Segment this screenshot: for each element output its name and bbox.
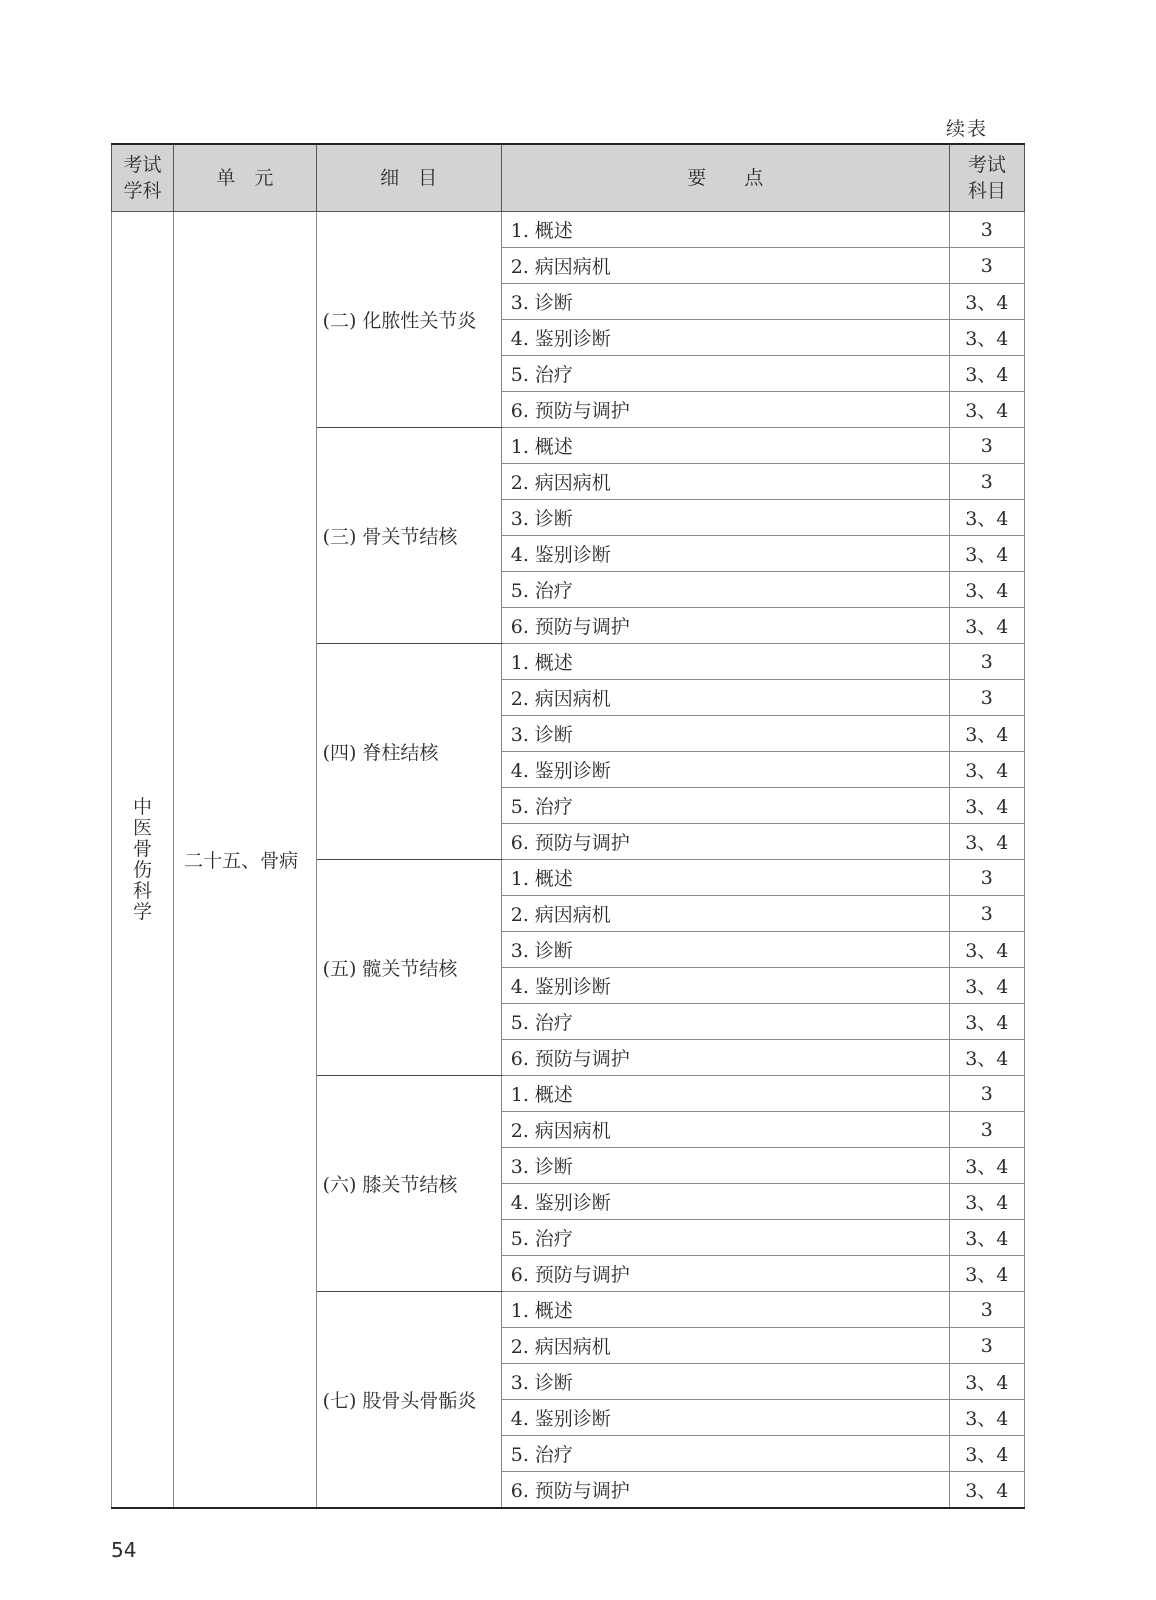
exam-code-cell: 3、4: [949, 968, 1024, 1004]
exam-code-cell: 3、4: [949, 716, 1024, 752]
point-cell: [501, 824, 949, 860]
point-cell: [501, 1220, 949, 1256]
point-text: 鉴别诊断: [534, 544, 611, 566]
point-text: 病因病机: [534, 904, 611, 926]
point-text: 诊断: [534, 1156, 573, 1178]
point-cell: [501, 932, 949, 968]
point-number: 1.: [510, 652, 529, 674]
exam-code-cell: 3、4: [949, 1400, 1024, 1436]
point-number: 5.: [510, 580, 529, 602]
point-text: 诊断: [534, 292, 573, 314]
point-number: 4.: [510, 1408, 529, 1430]
point-text: 病因病机: [534, 688, 611, 710]
point-text: 诊断: [534, 1372, 573, 1394]
exam-code-cell: 3、4: [949, 572, 1024, 608]
exam-code-cell: 3: [949, 860, 1024, 896]
exam-code-cell: 3、4: [949, 752, 1024, 788]
point-text: 诊断: [534, 508, 573, 530]
point-cell: [501, 1184, 949, 1220]
exam-code-cell: 3: [949, 896, 1024, 932]
point-text: 鉴别诊断: [534, 976, 611, 998]
point-number: 1.: [510, 220, 529, 242]
point-text: 治疗: [534, 796, 573, 818]
subject-cell: [112, 212, 174, 1509]
point-number: 6.: [510, 1264, 529, 1286]
subject-char: 学: [133, 900, 153, 923]
point-text: 概述: [534, 1300, 573, 1322]
point-cell: [501, 1328, 949, 1364]
exam-code-cell: 3、4: [949, 320, 1024, 356]
point-text: 诊断: [534, 724, 573, 746]
continued-table-label: 续表: [946, 118, 989, 140]
point-number: 1.: [510, 868, 529, 890]
exam-code-cell: 3: [949, 1292, 1024, 1328]
exam-code-cell: 3、4: [949, 1040, 1024, 1076]
exam-code-cell: 3、4: [949, 824, 1024, 860]
exam-code-cell: 3、4: [949, 932, 1024, 968]
point-number: 6.: [510, 1048, 529, 1070]
point-number: 2.: [510, 256, 529, 278]
point-cell: [501, 320, 949, 356]
point-text: 鉴别诊断: [534, 1408, 611, 1430]
point-number: 5.: [510, 1012, 529, 1034]
header-item: 细 目: [316, 144, 501, 212]
exam-code-cell: 3、4: [949, 788, 1024, 824]
point-number: 2.: [510, 688, 529, 710]
exam-code-cell: 3、4: [949, 1220, 1024, 1256]
point-text: 病因病机: [534, 256, 611, 278]
point-cell: [501, 212, 949, 248]
point-number: 5.: [510, 796, 529, 818]
point-cell: [501, 896, 949, 932]
point-cell: [501, 608, 949, 644]
item-cell: (七) 股骨头骨骺炎: [316, 1292, 501, 1509]
point-number: 3.: [510, 1156, 529, 1178]
point-number: 3.: [510, 292, 529, 314]
point-number: 2.: [510, 472, 529, 494]
point-number: 4.: [510, 976, 529, 998]
point-number: 6.: [510, 616, 529, 638]
exam-code-cell: 3、4: [949, 356, 1024, 392]
subject-char: 中: [133, 795, 153, 818]
point-cell: [501, 1436, 949, 1472]
point-text: 治疗: [534, 1228, 573, 1250]
point-cell: [501, 680, 949, 716]
point-cell: [501, 752, 949, 788]
point-number: 6.: [510, 400, 529, 422]
exam-code-cell: 3、4: [949, 1148, 1024, 1184]
header-code: 考试 科目: [949, 144, 1024, 212]
item-cell: (四) 脊柱结核: [316, 644, 501, 860]
exam-code-cell: 3、4: [949, 1472, 1024, 1509]
point-cell: [501, 788, 949, 824]
point-number: 2.: [510, 1120, 529, 1142]
point-text: 概述: [534, 868, 573, 890]
exam-code-cell: 3: [949, 1112, 1024, 1148]
point-cell: [501, 1472, 949, 1509]
exam-code-cell: 3、4: [949, 392, 1024, 428]
table-body: [112, 212, 1025, 1509]
point-cell: [501, 1364, 949, 1400]
exam-code-cell: 3、4: [949, 608, 1024, 644]
item-cell: (五) 髋关节结核: [316, 860, 501, 1076]
exam-code-cell: 3: [949, 464, 1024, 500]
point-number: 1.: [510, 1300, 529, 1322]
point-cell: [501, 1112, 949, 1148]
point-number: 2.: [510, 904, 529, 926]
point-text: 治疗: [534, 364, 573, 386]
point-text: 概述: [534, 436, 573, 458]
exam-code-cell: 3、4: [949, 284, 1024, 320]
point-text: 鉴别诊断: [534, 328, 611, 350]
subject-char: 医: [133, 816, 153, 839]
exam-code-cell: 3: [949, 212, 1024, 248]
point-number: 4.: [510, 1192, 529, 1214]
exam-code-cell: 3: [949, 428, 1024, 464]
point-text: 治疗: [534, 1012, 573, 1034]
point-cell: [501, 1076, 949, 1112]
point-number: 3.: [510, 508, 529, 530]
syllabus-table: [111, 143, 1025, 1509]
exam-code-cell: 3、4: [949, 1436, 1024, 1472]
exam-code-cell: 3、4: [949, 1256, 1024, 1292]
point-number: 4.: [510, 760, 529, 782]
point-cell: [501, 500, 949, 536]
point-cell: [501, 1256, 949, 1292]
subject-char: 骨: [133, 837, 153, 860]
header-unit: 单 元: [174, 144, 316, 212]
exam-code-cell: 3: [949, 1076, 1024, 1112]
point-text: 病因病机: [534, 472, 611, 494]
point-cell: [501, 428, 949, 464]
point-number: 2.: [510, 1336, 529, 1358]
point-cell: [501, 464, 949, 500]
point-cell: [501, 1148, 949, 1184]
item-cell: (二) 化脓性关节炎: [316, 212, 501, 428]
point-text: 鉴别诊断: [534, 1192, 611, 1214]
exam-code-cell: 3、4: [949, 536, 1024, 572]
point-number: 6.: [510, 1480, 529, 1502]
point-text: 预防与调护: [534, 1264, 630, 1286]
subject-char: 科: [133, 879, 153, 902]
exam-code-cell: 3: [949, 680, 1024, 716]
point-number: 3.: [510, 724, 529, 746]
point-text: 鉴别诊断: [534, 760, 611, 782]
point-number: 1.: [510, 436, 529, 458]
subject-char: 伤: [133, 858, 153, 881]
point-number: 3.: [510, 940, 529, 962]
point-cell: [501, 392, 949, 428]
point-text: 预防与调护: [534, 400, 630, 422]
item-cell: (三) 骨关节结核: [316, 428, 501, 644]
point-text: 治疗: [534, 1444, 573, 1466]
point-cell: [501, 1400, 949, 1436]
point-text: 病因病机: [534, 1120, 611, 1142]
exam-code-cell: 3: [949, 644, 1024, 680]
point-text: 预防与调护: [534, 1480, 630, 1502]
point-cell: [501, 572, 949, 608]
item-cell: (六) 膝关节结核: [316, 1076, 501, 1292]
point-cell: [501, 644, 949, 680]
header-subject: 考试 学科: [112, 144, 174, 212]
exam-code-cell: 3、4: [949, 500, 1024, 536]
point-cell: [501, 968, 949, 1004]
point-number: 3.: [510, 1372, 529, 1394]
exam-code-cell: 3、4: [949, 1004, 1024, 1040]
point-number: 5.: [510, 1444, 529, 1466]
page-number: 54: [111, 1538, 137, 1562]
point-number: 1.: [510, 1084, 529, 1106]
point-cell: [501, 536, 949, 572]
point-text: 诊断: [534, 940, 573, 962]
point-number: 5.: [510, 1228, 529, 1250]
point-number: 4.: [510, 544, 529, 566]
point-text: 预防与调护: [534, 832, 630, 854]
exam-code-cell: 3、4: [949, 1184, 1024, 1220]
point-cell: [501, 1004, 949, 1040]
point-text: 概述: [534, 1084, 573, 1106]
header-point: 要 点: [501, 144, 949, 212]
point-text: 概述: [534, 220, 573, 242]
point-text: 预防与调护: [534, 616, 630, 638]
point-cell: [501, 284, 949, 320]
exam-code-cell: 3: [949, 248, 1024, 284]
point-cell: [501, 1292, 949, 1328]
table-row: [112, 212, 1025, 248]
point-number: 6.: [510, 832, 529, 854]
point-cell: [501, 1040, 949, 1076]
point-cell: [501, 716, 949, 752]
unit-cell: 二十五、骨病: [174, 212, 316, 1509]
point-number: 5.: [510, 364, 529, 386]
point-text: 概述: [534, 652, 573, 674]
point-cell: [501, 356, 949, 392]
point-text: 治疗: [534, 580, 573, 602]
exam-code-cell: 3: [949, 1328, 1024, 1364]
point-cell: [501, 860, 949, 896]
table-header-row: [112, 144, 1025, 212]
point-text: 病因病机: [534, 1336, 611, 1358]
point-text: 预防与调护: [534, 1048, 630, 1070]
point-number: 4.: [510, 328, 529, 350]
point-cell: [501, 248, 949, 284]
exam-code-cell: 3、4: [949, 1364, 1024, 1400]
